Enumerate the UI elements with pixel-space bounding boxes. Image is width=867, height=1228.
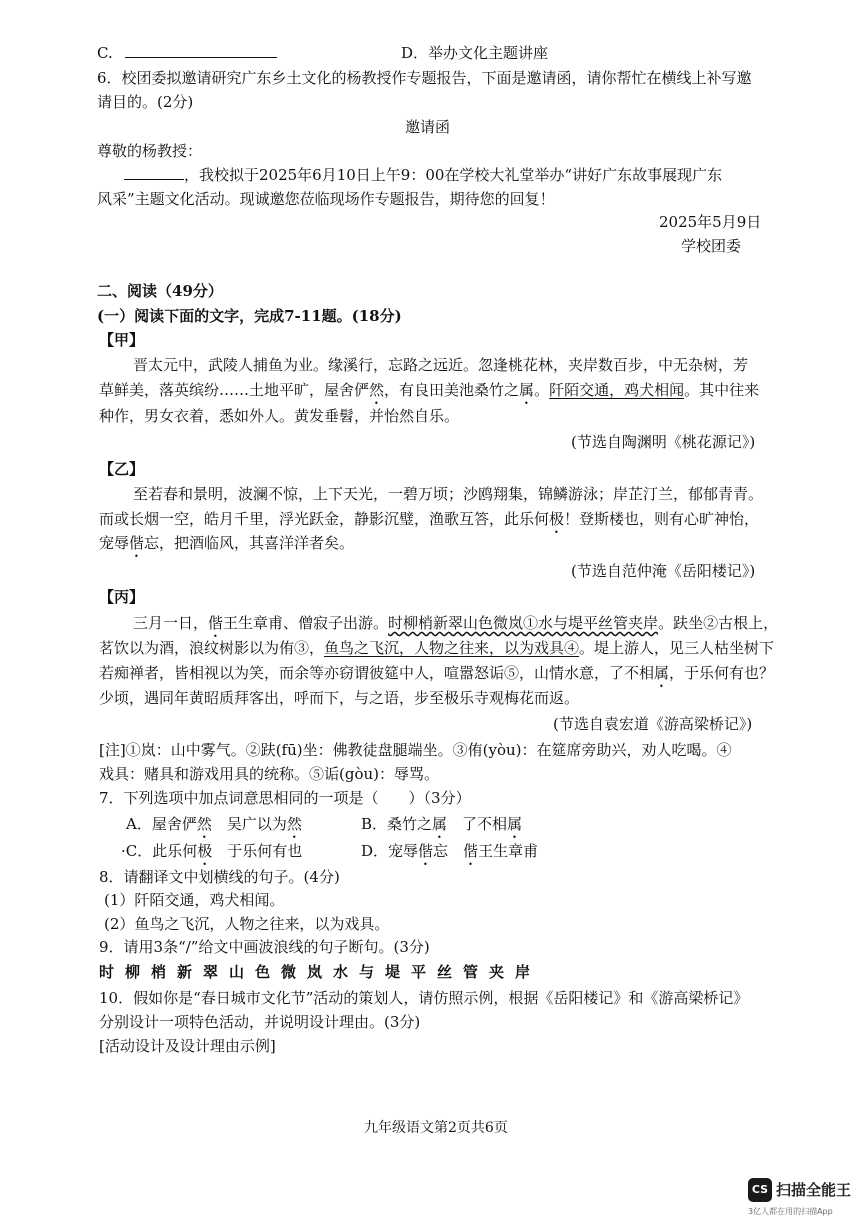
answer-blank bbox=[124, 165, 184, 180]
passage-yi-line3: 宠辱偕忘，把酒临风，其喜洋洋者矣。 bbox=[99, 534, 355, 552]
scanner-watermark bbox=[748, 1178, 856, 1222]
page-footer: 九年级语文第2页共6页 bbox=[364, 1120, 508, 1136]
passage-bing-line2: 茗饮以为酒，浪纹树影以为侑③，鱼鸟之飞沉，人物之往来，以为戏具④。堤上游人，见三人枯坐树下 bbox=[99, 639, 775, 657]
q7-option-b: B．桑竹之属 了不相属 bbox=[361, 815, 523, 833]
q10-example-label: [活动设计及设计理由示例] bbox=[99, 1037, 276, 1055]
q6-stem-line2: 请目的。(2分) bbox=[97, 93, 194, 111]
letter-signer: 学校团委 bbox=[681, 237, 742, 255]
passage-jia-line2: 草鲜美，落英缤纷……土地平旷，屋舍俨然，有良田美池桑竹之属。阡陌交通，鸡犬相闻。其中往来 bbox=[99, 381, 760, 399]
q9-sentence: 时 柳 梢 新 翠 山 色 微 岚 水 与 堤 平 丝 管 夹 岸 bbox=[99, 963, 531, 981]
q5-option-c: C. bbox=[97, 43, 277, 63]
letter-salutation: 尊敬的杨教授： bbox=[97, 142, 203, 160]
passage-yi-label: 【乙】 bbox=[99, 460, 145, 478]
q10-stem-line1: 10．假如你是“春日城市文化节”活动的策划人，请仿照示例，根据《岳阳楼记》和《游高梁桥记》 bbox=[99, 989, 749, 1007]
passage-yi-line2: 而或长烟一空，皓月千里，浮光跃金，静影沉璧，渔歌互答，此乐何极！登斯楼也，则有心旷神怡， bbox=[99, 510, 760, 528]
passage-bing-label: 【丙】 bbox=[99, 588, 145, 606]
letter-date: 2025年5月9日 bbox=[659, 213, 762, 231]
letter-body-line2: 风采”主题文化活动。现诚邀您莅临现场作专题报告，期待您的回复！ bbox=[97, 190, 555, 208]
watermark-tagline: 3亿人都在用的扫描App bbox=[748, 1207, 833, 1216]
part-heading: (一）阅读下面的文字，完成7-11题。(18分) bbox=[97, 307, 402, 325]
camscanner-logo-icon: CS bbox=[748, 1178, 772, 1202]
notes-line1: [注]①岚：山中雾气。②趺(fū)坐：佛教徒盘腿端坐。③侑(yòu)：在筵席旁助兴，劝人吃喝。④ bbox=[99, 741, 732, 759]
q8-sentence-2: (2）鱼鸟之飞沉，人物之往来，以为戏具。 bbox=[104, 915, 390, 933]
passage-jia-line1: 晋太元中，武陵人捕鱼为业。缘溪行，忘路之远近。忽逢桃花林，夹岸数百步，中无杂树，芳 bbox=[133, 356, 749, 374]
passage-yi-source: (节选自范仲淹《岳阳楼记》) bbox=[571, 562, 756, 580]
underlined-sentence: 鱼鸟之飞沉，人物之往来，以为戏具④ bbox=[324, 639, 580, 657]
q8-stem: 8．请翻译文中划横线的句子。(4分) bbox=[99, 868, 340, 886]
passage-jia-label: 【甲】 bbox=[99, 331, 145, 349]
passage-bing-source: (节选自袁宏道《游高梁桥记》) bbox=[553, 715, 753, 733]
q6-stem-line1: 6．校团委拟邀请研究广东乡土文化的杨教授作专题报告，下面是邀请函，请你帮忙在横线上补写邀 bbox=[97, 69, 752, 87]
q7-stem: 7．下列选项中加点词意思相同的一项是（ ）（3分） bbox=[99, 789, 471, 807]
answer-blank bbox=[125, 43, 277, 58]
underlined-sentence: 阡陌交通，鸡犬相闻 bbox=[549, 381, 685, 399]
q7-option-a: A．屋舍俨然 吴广以为然 bbox=[126, 815, 302, 833]
passage-jia-line3: 种作，男女衣着，悉如外人。黄发垂髫，并怡然自乐。 bbox=[99, 407, 460, 425]
q8-sentence-1: (1）阡陌交通，鸡犬相闻。 bbox=[104, 891, 285, 909]
wavy-underlined-sentence: 时柳梢新翠山色微岚①水与堤平丝管夹岸 bbox=[388, 614, 659, 632]
passage-bing-line3: 若痴禅者，皆相视以为笑，而余等亦窃谓彼筵中人，喧嚣怒诟⑤，山情水意，了不相属，于乐何有也？ bbox=[99, 664, 775, 682]
passage-bing-line1: 三月一日，偕王生章甫、僧寂子出游。时柳梢新翠山色微岚①水与堤平丝管夹岸。趺坐②古根上， bbox=[133, 614, 779, 632]
passage-jia-source: (节选自陶渊明《桃花源记》) bbox=[571, 433, 756, 451]
passage-bing-line4: 少顷，遇同年黄昭质拜客出，呼而下，与之语，步至极乐寺观梅花而返。 bbox=[99, 689, 580, 707]
q7-option-d: D．宠辱偕忘 偕王生章甫 bbox=[361, 842, 539, 860]
q7-option-c: ·C．此乐何极 于乐何有也 bbox=[121, 842, 303, 860]
q10-stem-line2: 分别设计一项特色活动，并说明设计理由。(3分) bbox=[99, 1013, 421, 1031]
q5-option-d: D．举办文化主题讲座 bbox=[401, 44, 549, 62]
letter-body-line1: ，我校拟于2025年6月10日上午9：00在学校大礼堂举办“讲好广东故事展现广东 bbox=[124, 165, 722, 185]
watermark-app-name: 扫描全能王 bbox=[776, 1181, 852, 1199]
section-heading: 二、阅读（49分） bbox=[97, 282, 223, 300]
letter-title: 邀请函 bbox=[405, 118, 451, 136]
q9-stem: 9．请用3条“/”给文中画波浪线的句子断句。(3分) bbox=[99, 938, 430, 956]
passage-yi-line1: 至若春和景明，波澜不惊，上下天光，一碧万顷；沙鸥翔集，锦鳞游泳；岸芷汀兰，郁郁青青。 bbox=[133, 485, 764, 503]
notes-line2: 戏具：赌具和游戏用具的统称。⑤诟(gòu)：辱骂。 bbox=[99, 765, 439, 783]
